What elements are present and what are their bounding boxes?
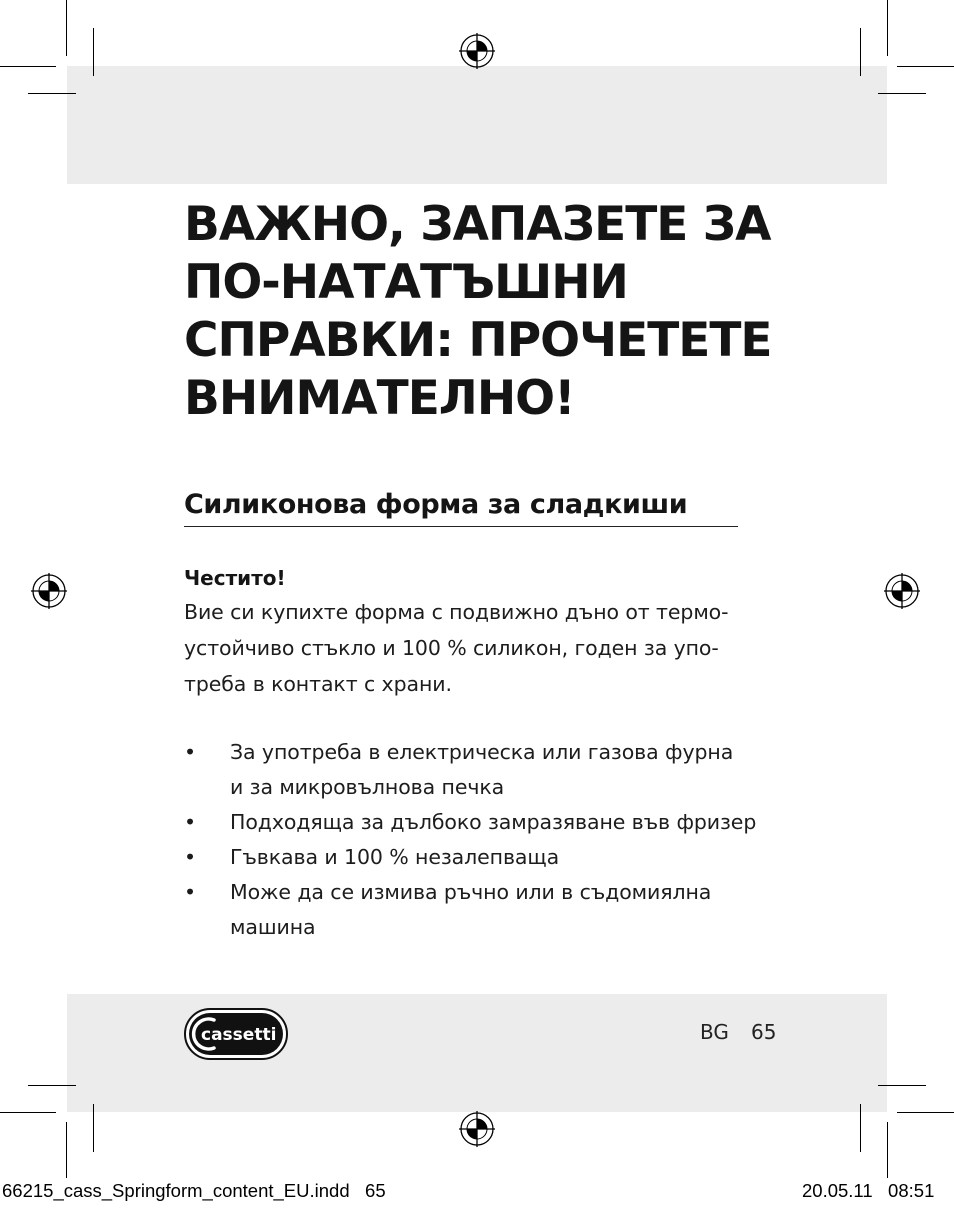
list-item bbox=[184, 875, 824, 945]
crop-mark bbox=[897, 66, 954, 67]
crop-mark bbox=[66, 1122, 67, 1178]
title-line: СПРАВКИ: ПРОЧЕТЕТЕ bbox=[184, 313, 772, 368]
list-item-text: За употреба в електрическа или газова фурна bbox=[230, 740, 734, 764]
print-date-slug: 20.05.11 08:51 bbox=[802, 1180, 935, 1201]
feature-list bbox=[184, 735, 824, 945]
bullet: • bbox=[184, 880, 197, 904]
crop-mark bbox=[0, 1112, 56, 1113]
crop-mark bbox=[887, 1122, 888, 1178]
cassetti-logo bbox=[184, 1008, 288, 1060]
section-heading: Силиконова форма за сладкиши bbox=[184, 488, 738, 527]
registration-mark-icon bbox=[459, 33, 495, 69]
list-item-text: машина bbox=[230, 915, 316, 939]
crop-mark bbox=[28, 93, 76, 94]
crop-mark bbox=[66, 0, 67, 56]
print-file-slug: 66215_cass_Springform_content_EU.indd 65 bbox=[2, 1180, 386, 1201]
congrats-heading: Честито! bbox=[184, 566, 286, 590]
crop-mark bbox=[878, 93, 926, 94]
language-code: BG bbox=[700, 1020, 729, 1044]
list-item-text: Подходяща за дълбоко замразяване във фризер bbox=[230, 810, 757, 834]
intro-line: устойчиво стъкло и 100 % силикон, годен за упо- bbox=[184, 636, 719, 660]
intro-line: Вие си купихте форма с подвижно дъно от термо- bbox=[184, 600, 729, 624]
bullet: • bbox=[184, 810, 197, 834]
bullet: • bbox=[184, 845, 197, 869]
crop-mark bbox=[28, 1085, 76, 1086]
crop-mark bbox=[897, 1112, 954, 1113]
list-item-text: Може да се измива ръчно или в съдомиялна bbox=[230, 880, 712, 904]
crop-mark bbox=[860, 1104, 861, 1152]
logo-text: cassetti bbox=[201, 1025, 277, 1045]
crop-mark bbox=[878, 1085, 926, 1086]
crop-mark bbox=[93, 28, 94, 76]
page-title bbox=[184, 196, 844, 428]
list-item bbox=[184, 735, 824, 805]
list-item bbox=[184, 840, 824, 875]
crop-mark bbox=[860, 28, 861, 76]
crop-mark bbox=[887, 0, 888, 56]
registration-mark-icon bbox=[884, 573, 920, 609]
intro-paragraph bbox=[184, 594, 804, 702]
registration-mark-icon bbox=[31, 573, 67, 609]
list-item-text: Гъвкава и 100 % незалепваща bbox=[230, 845, 560, 869]
list-item-text: и за микровълнова печка bbox=[230, 775, 505, 799]
list-item bbox=[184, 805, 824, 840]
header-band bbox=[67, 66, 887, 184]
page-number: 65 bbox=[751, 1020, 777, 1044]
title-line: ПО-НАТАТЪШНИ bbox=[184, 255, 628, 310]
title-line: ВНИМАТЕЛНО! bbox=[184, 371, 575, 426]
bullet: • bbox=[184, 740, 197, 764]
intro-line: треба в контакт с храни. bbox=[184, 672, 452, 696]
registration-mark-icon bbox=[459, 1111, 495, 1147]
crop-mark bbox=[93, 1104, 94, 1152]
title-line: ВАЖНО, ЗАПАЗЕТЕ ЗА bbox=[184, 197, 771, 252]
crop-mark bbox=[0, 66, 56, 67]
